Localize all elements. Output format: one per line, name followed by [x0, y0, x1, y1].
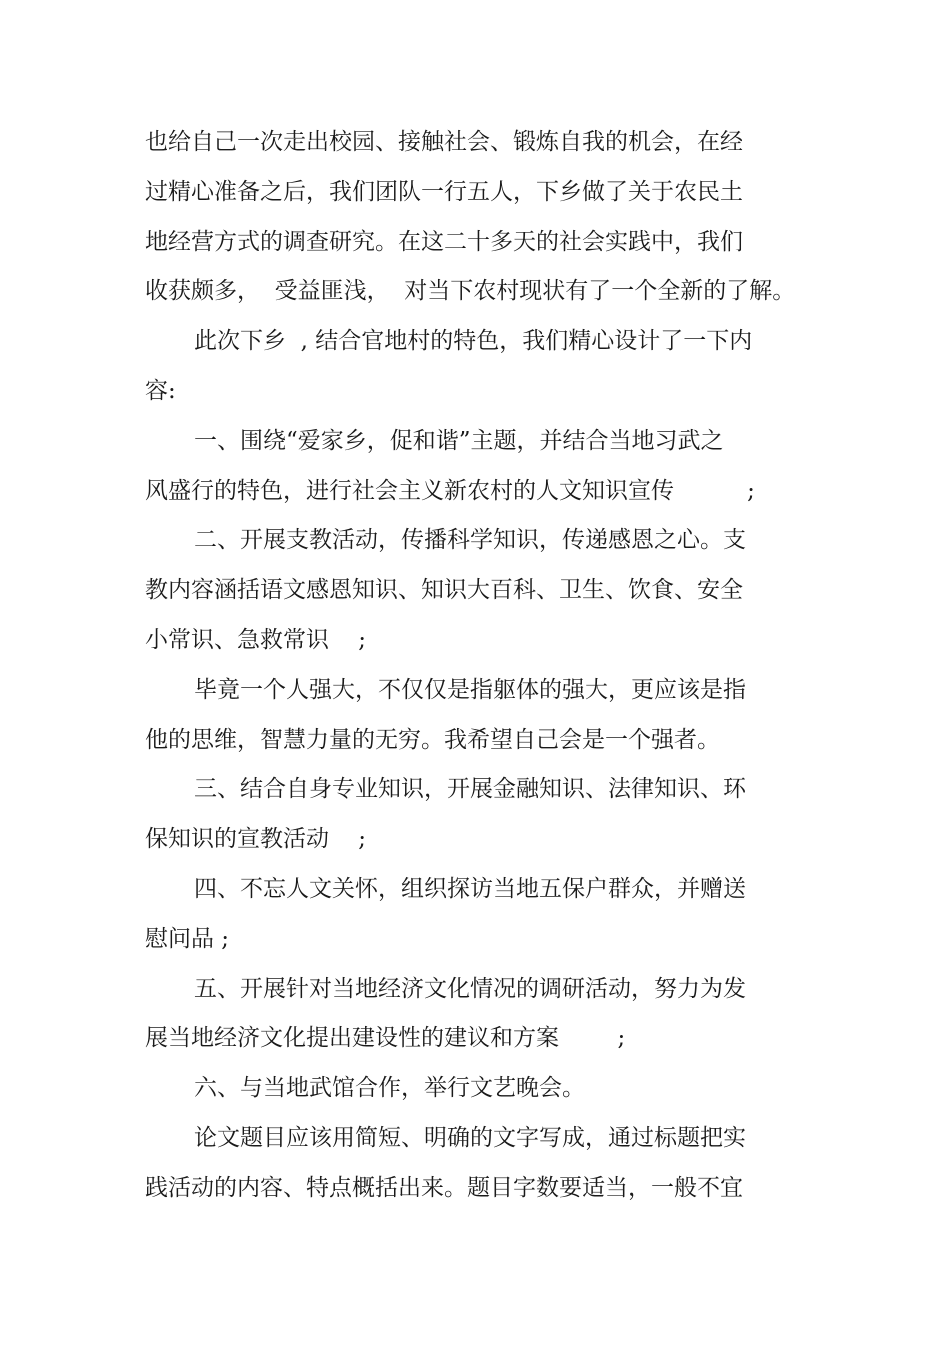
text-line: 容:: [145, 377, 176, 404]
list-item-1-line: 一、围绕“爱家乡，促和谐”主题，并结合当地习武之: [194, 427, 724, 454]
text-line: 风盛行的特色，进行社会主义新农村的人文知识宣传 ;: [145, 477, 755, 504]
text-line: 展当地经济文化提出建设性的建议和方案 ;: [145, 1025, 626, 1052]
paragraph-start-line: 论文题目应该用简短、明确的文字写成，通过标题把实: [194, 1124, 746, 1151]
list-item-3-line: 三、结合自身专业知识，开展金融知识、法律知识、环: [194, 776, 746, 803]
text-line: 地经营方式的调查研究。在这二十多天的社会实践中，我们: [145, 228, 743, 255]
text-line: 教内容涵括语文感恩知识、知识大百科、卫生、饮食、安全: [145, 577, 743, 604]
text-line: 他的思维，智慧力量的无穷。我希望自己会是一个强者。: [145, 726, 720, 753]
text-line: 小常识、急救常识 ;: [145, 626, 366, 653]
text-line: 践活动的内容、特点概括出来。题目字数要适当，一般不宜: [145, 1174, 743, 1201]
text-line: 也给自己一次走出校园、接触社会、锻炼自我的机会，在经: [145, 129, 743, 155]
text-line: 收获颇多， 受益匪浅， 对当下农村现状有了一个全新的了解。: [145, 278, 796, 305]
list-item-2-line: 二、开展支教活动，传播科学知识，传递感恩之心。支: [194, 527, 746, 554]
list-item-5-line: 五、开展针对当地经济文化情况的调研活动，努力为发: [194, 975, 746, 1002]
text-line: 保知识的宣教活动 ;: [145, 826, 366, 853]
text-line: 过精心准备之后，我们团队一行五人，下乡做了关于农民土: [145, 178, 743, 205]
paragraph-start-line: 毕竟一个人强大，不仅仅是指躯体的强大，更应该是指: [194, 676, 746, 703]
paragraph-start-line: 此次下乡 , 结合官地村的特色，我们精心设计了一下内: [194, 328, 753, 355]
text-line: 慰问品 ;: [145, 925, 230, 952]
body-text: [145, 118, 796, 1214]
list-item-4-line: 四、不忘人文关怀，组织探访当地五保户群众，并赠送: [194, 875, 746, 902]
list-item-6-line: 六、与当地武馆合作，举行文艺晚会。: [194, 1075, 585, 1102]
